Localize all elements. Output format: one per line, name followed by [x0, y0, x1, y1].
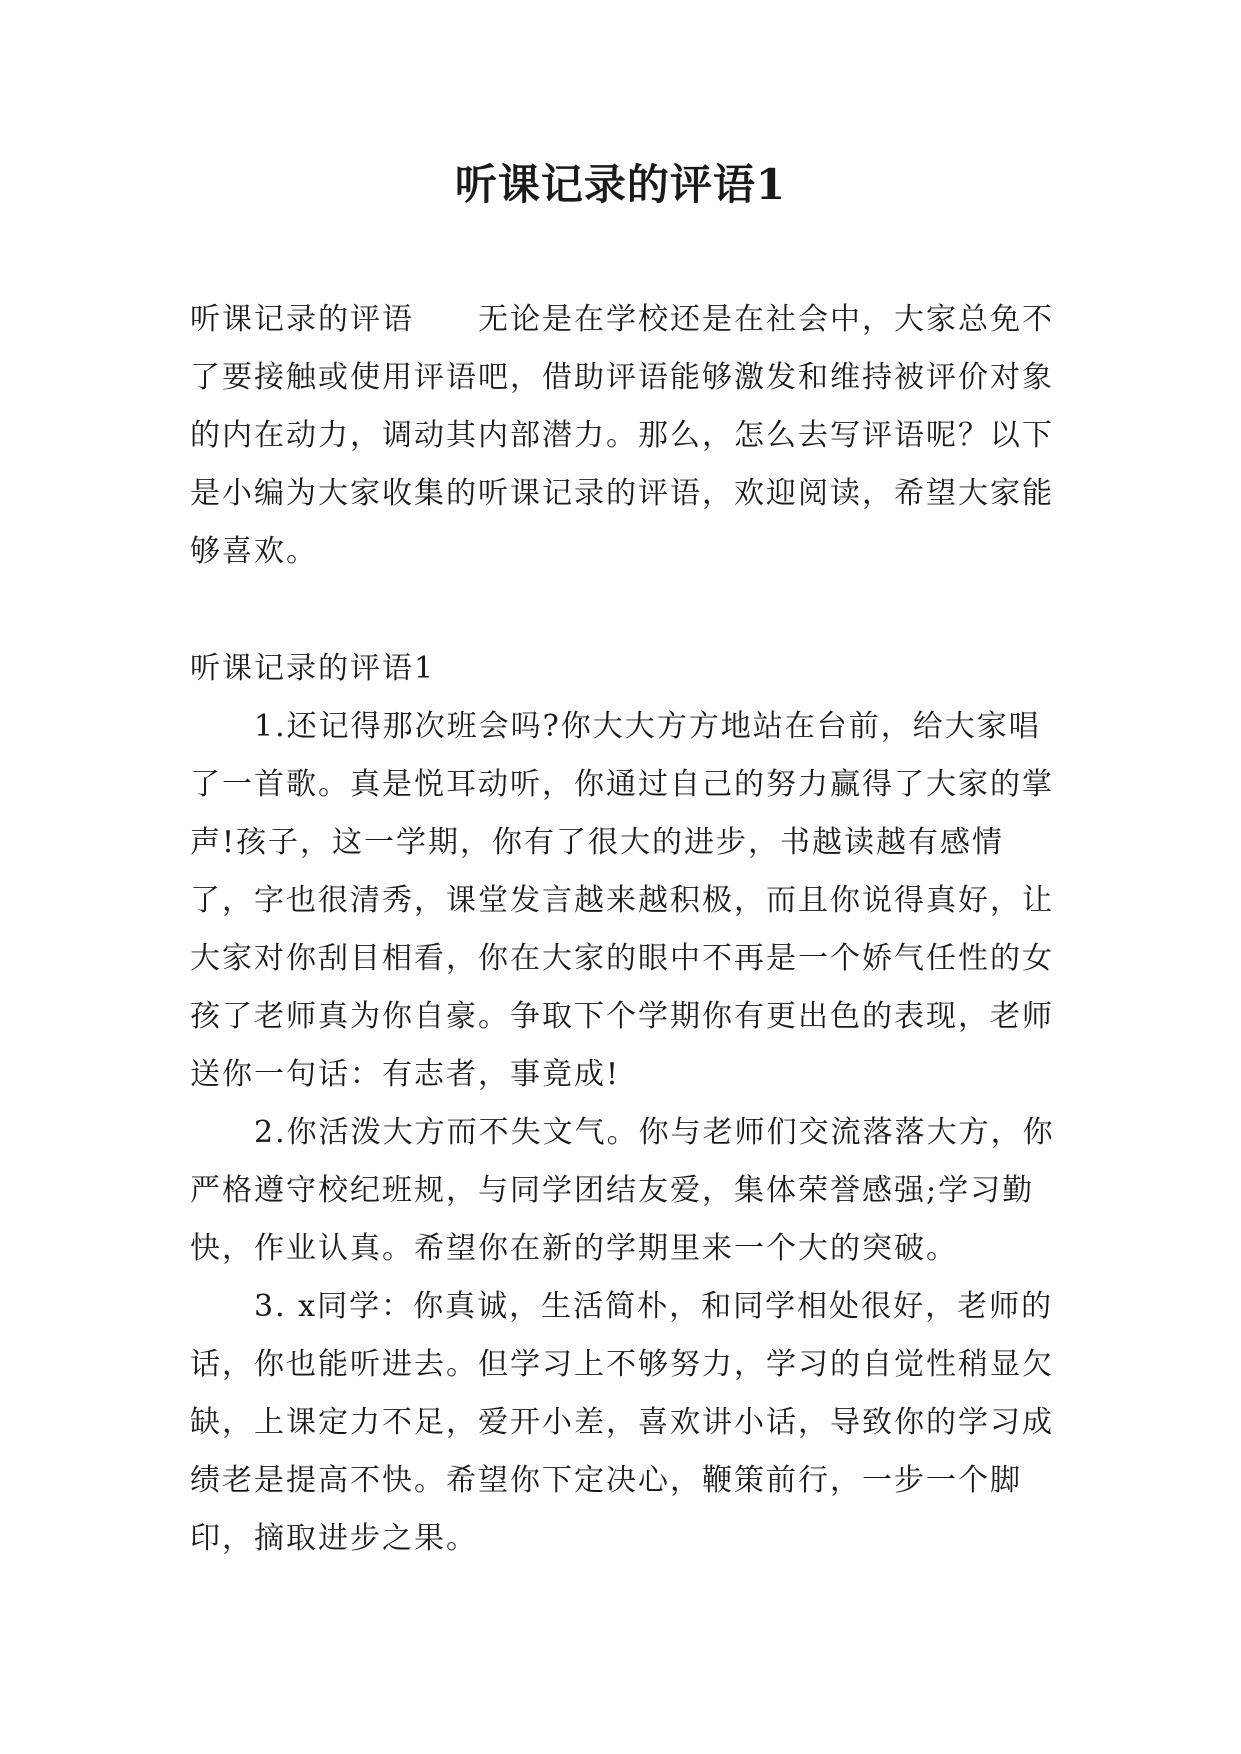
comments-section	[190, 640, 1060, 1568]
intro-text: 无论是在学校还是在社会中，大家总免不了要接触或使用评语吧，借助评语能够激发和维持被评价对象的内在动力，调动其内部潜力。那么，怎么去写评语呢？以下是小编为大家收集的听课记录的评语，欢迎阅读，希望大家能够喜欢。	[190, 302, 1054, 569]
document-title: 听课记录的评语1	[454, 160, 787, 209]
comment-item-3: 3. x同学：你真诚，生活简朴，和同学相处很好，老师的话，你也能听进去。但学习上不够努力，学习的自觉性稍显欠缺，上课定力不足，爱开小差，喜欢讲小话，导致你的学习成绩老是提高不快。希望你下定决心，鞭策前行，一步一个脚印，摘取进步之果。	[190, 1289, 1054, 1556]
intro-paragraph	[190, 291, 1060, 581]
comment-item-1: 1.还记得那次班会吗?你大大方方地站在台前，给大家唱了一首歌。真是悦耳动听，你通过自己的努力赢得了大家的掌声!孩子，这一学期，你有了很大的进步，书越读越有感情了，字也很清秀，课堂发言越来越积极，而且你说得真好，让大家对你刮目相看，你在大家的眼中不再是一个娇气任性的女孩了老师真为你自豪。争取下个学期你有更出色的表现，老师送你一句话：有志者，事竟成!	[190, 709, 1054, 1092]
section-heading: 听课记录的评语1	[190, 651, 436, 686]
comment-item-2: 2.你活泼大方而不失文气。你与老师们交流落落大方，你严格遵守校纪班规，与同学团结友爱，集体荣誉感强;学习勤快，作业认真。希望你在新的学期里来一个大的突破。	[190, 1115, 1055, 1266]
intro-lead: 听课记录的评语	[190, 302, 414, 337]
